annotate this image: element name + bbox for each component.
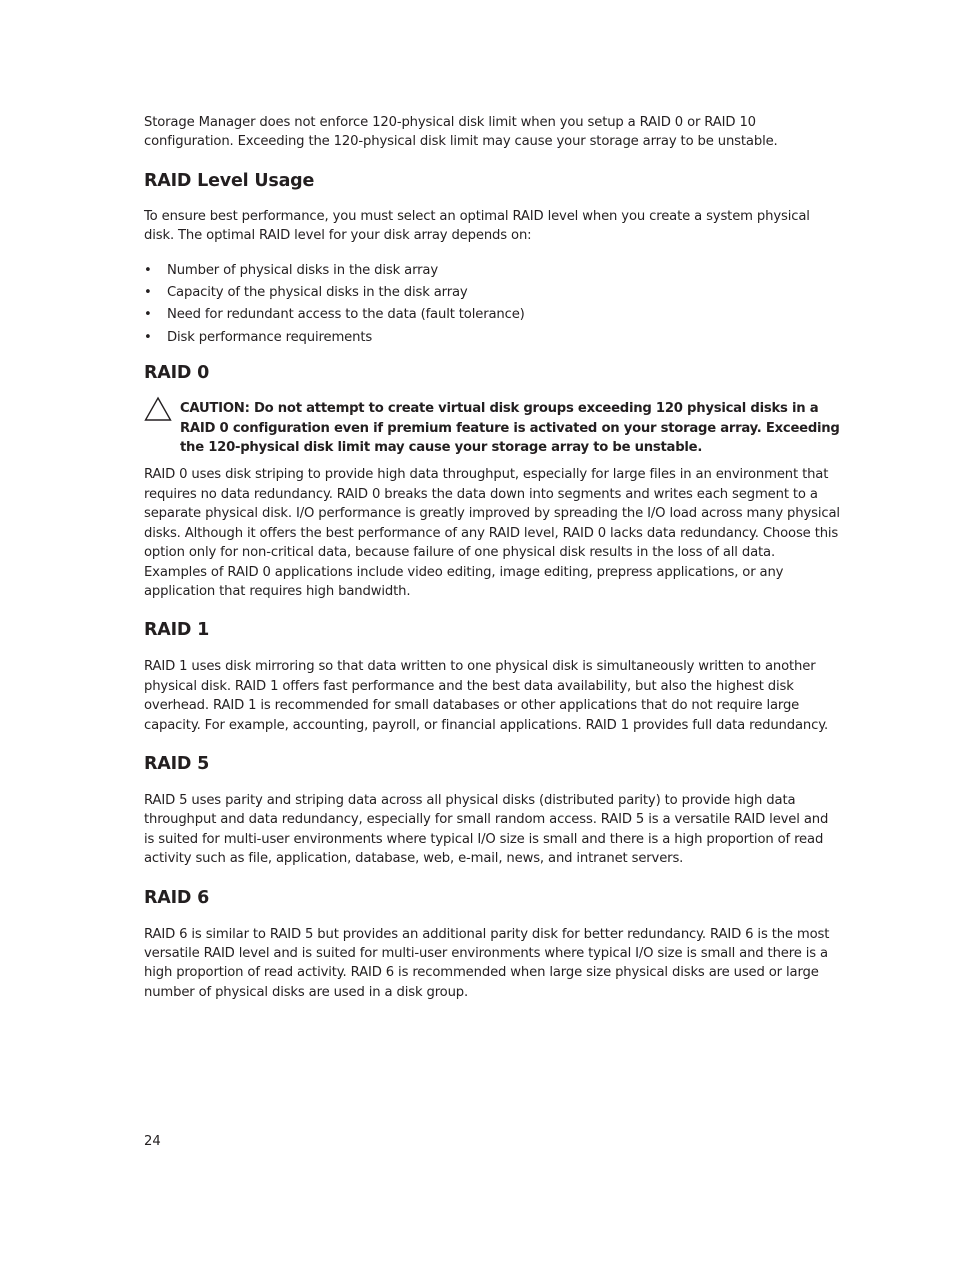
list-item-text: Number of physical disks in the disk array xyxy=(167,262,438,278)
bullet-icon: • xyxy=(144,329,152,345)
page-content xyxy=(144,113,840,1002)
raid-1-heading: RAID 1 xyxy=(144,620,210,641)
list-item xyxy=(144,283,840,302)
raid-level-usage-paragraph: To ensure best performance, you must select an optimal RAID level when you create a system physical disk. The optimal RAID level for your disk array depends on: xyxy=(144,208,810,244)
list-item-text: Need for redundant access to the data (fault tolerance) xyxy=(167,307,525,323)
raid-level-usage-heading: RAID Level Usage xyxy=(144,170,315,191)
list-item xyxy=(144,305,840,324)
intro-paragraph: Storage Manager does not enforce 120-physical disk limit when you setup a RAID 0 or RAID 10 configuration. Exceeding the 120-physical disk limit may cause your storage array to be unstable. xyxy=(144,115,778,150)
caution-text: CAUTION: Do not attempt to create virtual disk groups exceeding 120 physical disks in a RAID 0 configuration even if premium feature is activated on your storage array. Exceeding the 120-physical disk limit may cause your storage array to be unstable. xyxy=(180,401,840,456)
caution-note xyxy=(144,399,840,457)
raid-5-paragraph: RAID 5 uses parity and striping data across all physical disks (distributed parity) to provide high data throughput and data redundancy, especially for small random access. RAID 5 is a versatile RAID level and is suited for multi-user environments where typical I/O size is small and there is a high proportion of read activity such as file, application, database, web, e-mail, news, and intranet servers. xyxy=(144,792,829,867)
list-item-text: Capacity of the physical disks in the disk array xyxy=(167,285,468,301)
raid-0-heading: RAID 0 xyxy=(144,363,210,384)
raid-6-heading: RAID 6 xyxy=(144,887,210,908)
list-item xyxy=(144,261,840,280)
raid-5-heading: RAID 5 xyxy=(144,753,210,774)
bullet-icon: • xyxy=(144,285,152,301)
page-number: 24 xyxy=(144,1134,161,1149)
list-item xyxy=(144,328,840,347)
bullet-icon: • xyxy=(144,307,152,323)
raid-0-paragraph: RAID 0 uses disk striping to provide high data throughput, especially for large files in an environment that requires no data redundancy. RAID 0 breaks the data down into segments and writes each segment to a separate physical disk. I/O performance is greatly improved by spreading the I/O load across many physical disks. Although it offers the best performance of any RAID level, RAID 0 lacks data redundancy. Choose this option only for non-critical data, because failure of one physical disk results in the loss of all data. Examples of RAID 0 applications include video editing, image editing, prepress applications, or any application that requires high bandwidth. xyxy=(144,467,840,599)
raid-factor-list xyxy=(144,261,840,348)
warning-triangle-icon xyxy=(144,396,172,422)
bullet-icon: • xyxy=(144,262,152,278)
raid-6-paragraph: RAID 6 is similar to RAID 5 but provides an additional parity disk for better redundancy. RAID 6 is the most versatile RAID level and is suited for multi-user environments where typical I/O size is small and there is a high proportion of read activity. RAID 6 is recommended when large size physical disks are used or large number of physical disks are used in a disk group. xyxy=(144,926,830,1000)
raid-1-paragraph: RAID 1 uses disk mirroring so that data written to one physical disk is simultaneously written to another physical disk. RAID 1 offers fast performance and the best data availability, but also the highest disk overhead. RAID 1 is recommended for small databases or other applications that do not require large capacity. For example, accounting, payroll, or financial applications. RAID 1 provides full data redundancy. xyxy=(144,659,829,733)
list-item-text: Disk performance requirements xyxy=(167,329,373,345)
